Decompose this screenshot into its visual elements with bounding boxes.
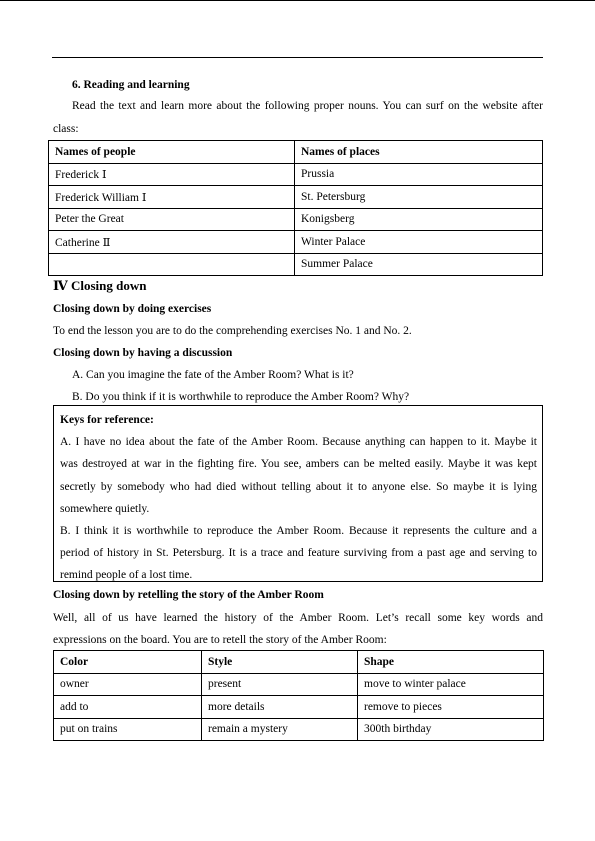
table-row xyxy=(49,231,543,254)
table-row xyxy=(49,186,543,209)
key-words-table xyxy=(53,650,544,741)
table-cell: more details xyxy=(202,696,358,719)
table-cell: move to winter palace xyxy=(358,673,544,696)
subsection-discussion-title: Closing down by having a discussion xyxy=(53,347,233,359)
proper-nouns-table xyxy=(48,140,543,276)
page-top-border xyxy=(0,0,595,1)
header-color: Color xyxy=(54,651,202,674)
section-6-title: 6. Reading and learning xyxy=(72,79,190,91)
table-cell: Summer Palace xyxy=(295,253,543,276)
header-shape: Shape xyxy=(358,651,544,674)
table-cell: Prussia xyxy=(295,163,543,186)
retelling-line1: Well, all of us have learned the history of the Amber Room. Let’s recall some key words and xyxy=(53,612,543,624)
question-a: A. Can you imagine the fate of the Amber Room? What is it? xyxy=(72,369,354,381)
table-cell: Konigsberg xyxy=(295,208,543,231)
table-cell: Catherine Ⅱ xyxy=(49,231,295,254)
table-cell: Frederick Ⅰ xyxy=(49,163,295,186)
table-cell: Peter the Great xyxy=(49,208,295,231)
table-cell: put on trains xyxy=(54,718,202,741)
table-row xyxy=(54,718,544,741)
subsection-retelling-title: Closing down by retelling the story of the Amber Room xyxy=(53,589,324,601)
table-cell: Frederick William Ⅰ xyxy=(49,186,295,209)
section-6-intro-line1: Read the text and learn more about the following proper nouns. You can surf on the website after xyxy=(72,100,543,112)
keys-line: A. I have no idea about the fate of the Amber Room. Because anything can happen to it. Maybe it xyxy=(60,436,537,448)
keys-line: somewhere quietly. xyxy=(60,503,150,515)
table-row xyxy=(49,208,543,231)
table-row xyxy=(54,696,544,719)
table-row xyxy=(49,163,543,186)
header-style: Style xyxy=(202,651,358,674)
subsection-exercises-text: To end the lesson you are to do the comprehending exercises No. 1 and No. 2. xyxy=(53,325,412,337)
table-cell xyxy=(49,253,295,276)
keys-line: period of history in St. Petersburg. It is a trace and feature surviving from a past age and serving to xyxy=(60,547,537,559)
header-names-of-people: Names of people xyxy=(49,141,295,164)
header-rule xyxy=(52,57,543,58)
keys-for-reference-box xyxy=(53,405,543,582)
table-header-row xyxy=(54,651,544,674)
table-header-row xyxy=(49,141,543,164)
question-b: B. Do you think if it is worthwhile to reproduce the Amber Room? Why? xyxy=(72,391,410,403)
section-6-intro-line2: class: xyxy=(53,123,79,135)
keys-title: Keys for reference: xyxy=(60,414,154,426)
table-cell: Winter Palace xyxy=(295,231,543,254)
table-cell: 300th birthday xyxy=(358,718,544,741)
section-4-title: Ⅳ Closing down xyxy=(53,278,147,293)
table-cell: add to xyxy=(54,696,202,719)
table-row xyxy=(49,253,543,276)
table-cell: remain a mystery xyxy=(202,718,358,741)
table-cell: owner xyxy=(54,673,202,696)
header-names-of-places: Names of places xyxy=(295,141,543,164)
table-cell: remove to pieces xyxy=(358,696,544,719)
keys-line: B. I think it is worthwhile to reproduce the Amber Room. Because it represents the culture and a xyxy=(60,525,537,537)
table-row xyxy=(54,673,544,696)
table-cell: St. Petersburg xyxy=(295,186,543,209)
keys-line: was destroyed at war in the fighting fire. You see, ambers can be melted easily. Maybe it was kept xyxy=(60,458,537,470)
subsection-exercises-title: Closing down by doing exercises xyxy=(53,303,212,315)
keys-line: secretly by somebody who had died without telling about it to anyone else. So maybe it is lying xyxy=(60,481,537,493)
retelling-line2: expressions on the board. You are to retell the story of the Amber Room: xyxy=(53,634,387,646)
table-cell: present xyxy=(202,673,358,696)
keys-line: remind people of a lost time. xyxy=(60,569,193,581)
